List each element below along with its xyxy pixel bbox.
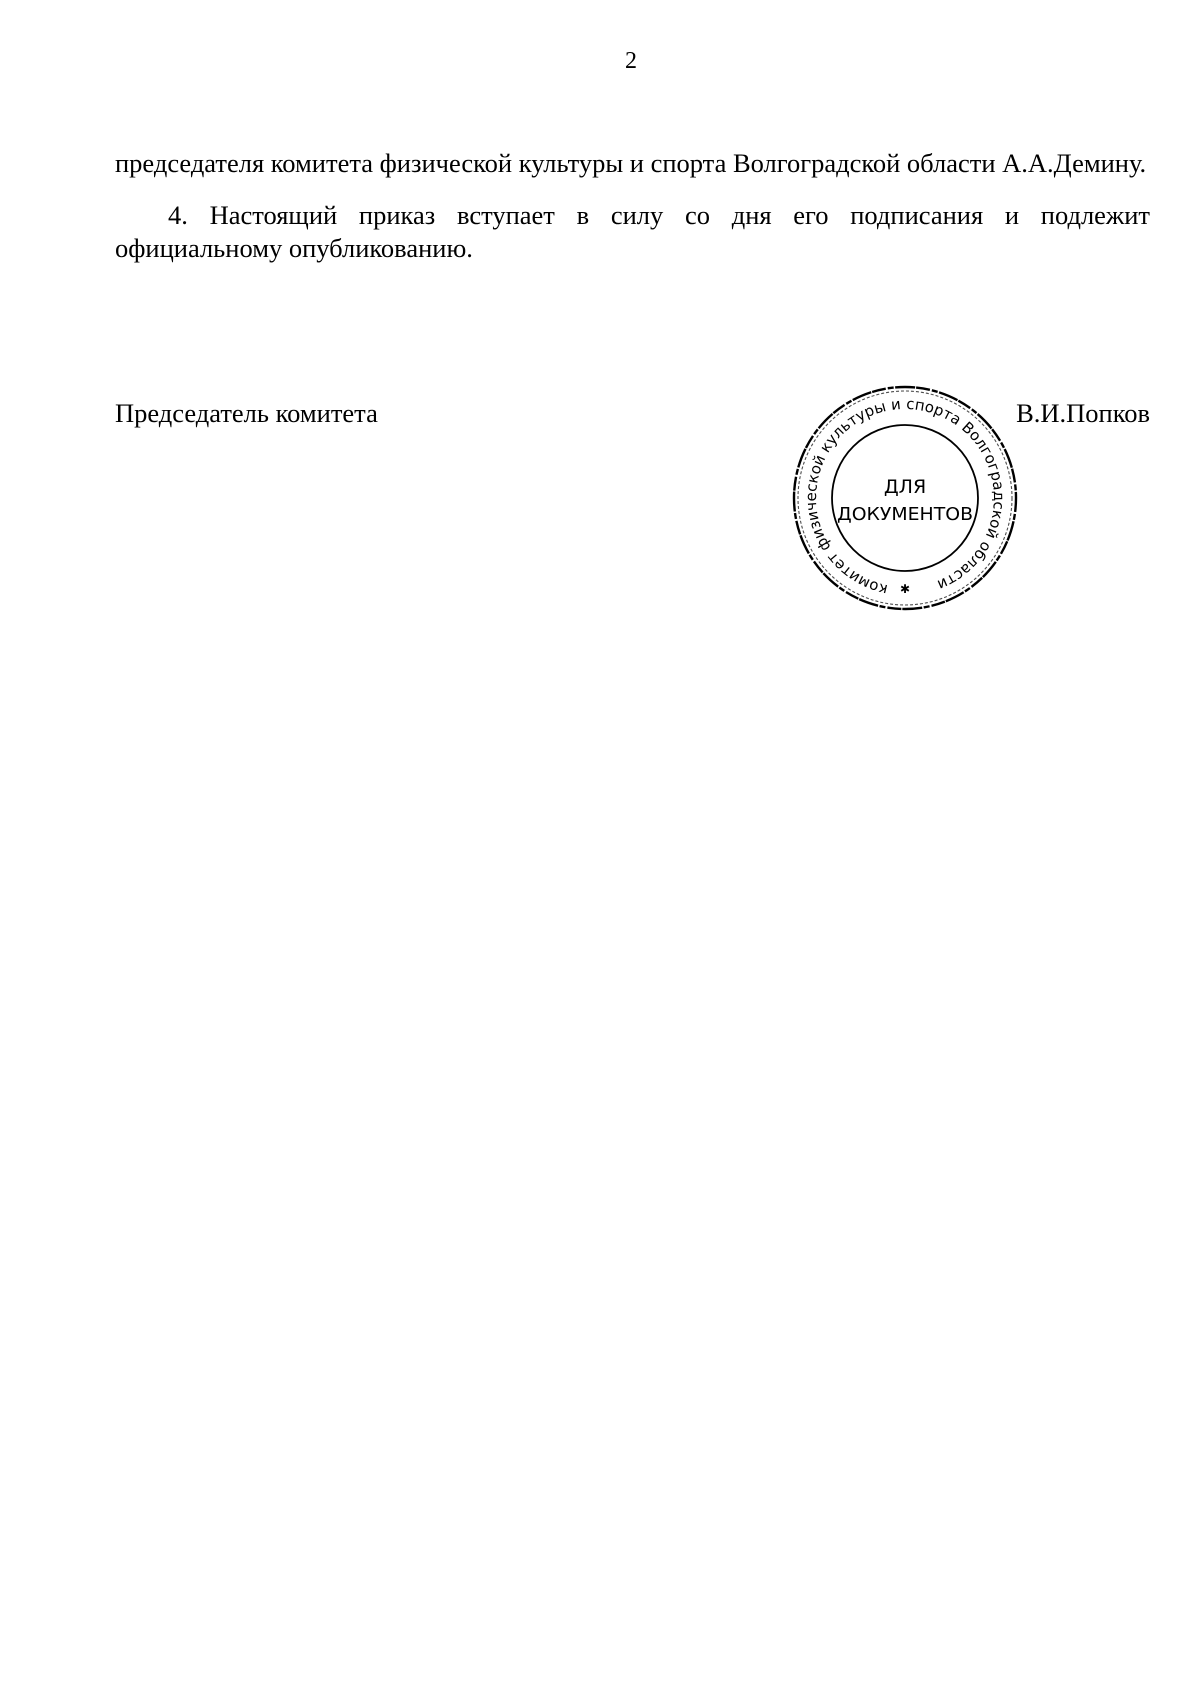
stamp-outer-ring bbox=[794, 387, 1016, 609]
stamp-outer-ring-inner bbox=[798, 391, 1012, 605]
stamp-ring-text: комитет физической культуры и спорта Волгоградской области bbox=[801, 394, 1009, 600]
document-body bbox=[115, 147, 1150, 265]
page-number: 2 bbox=[625, 48, 637, 74]
paragraph-item-4: 4. Настоящий приказ вступает в силу со дня его подписания и подлежит официальному опубликованию. bbox=[115, 200, 1150, 263]
stamp-center-line-1: ДЛЯ bbox=[883, 476, 927, 498]
official-stamp bbox=[790, 383, 1020, 613]
paragraph-continuation: председателя комитета физической культуры и спорта Волгоградской области А.А.Демину. bbox=[115, 148, 1147, 178]
signer-title: Председатель комитета bbox=[115, 398, 378, 428]
signer-name: В.И.Попков bbox=[1016, 398, 1150, 428]
stamp-inner-ring bbox=[832, 425, 978, 571]
stamp-center-line-2: ДОКУМЕНТОВ bbox=[837, 504, 973, 525]
stamp-star-icon: ✱ bbox=[899, 582, 911, 596]
